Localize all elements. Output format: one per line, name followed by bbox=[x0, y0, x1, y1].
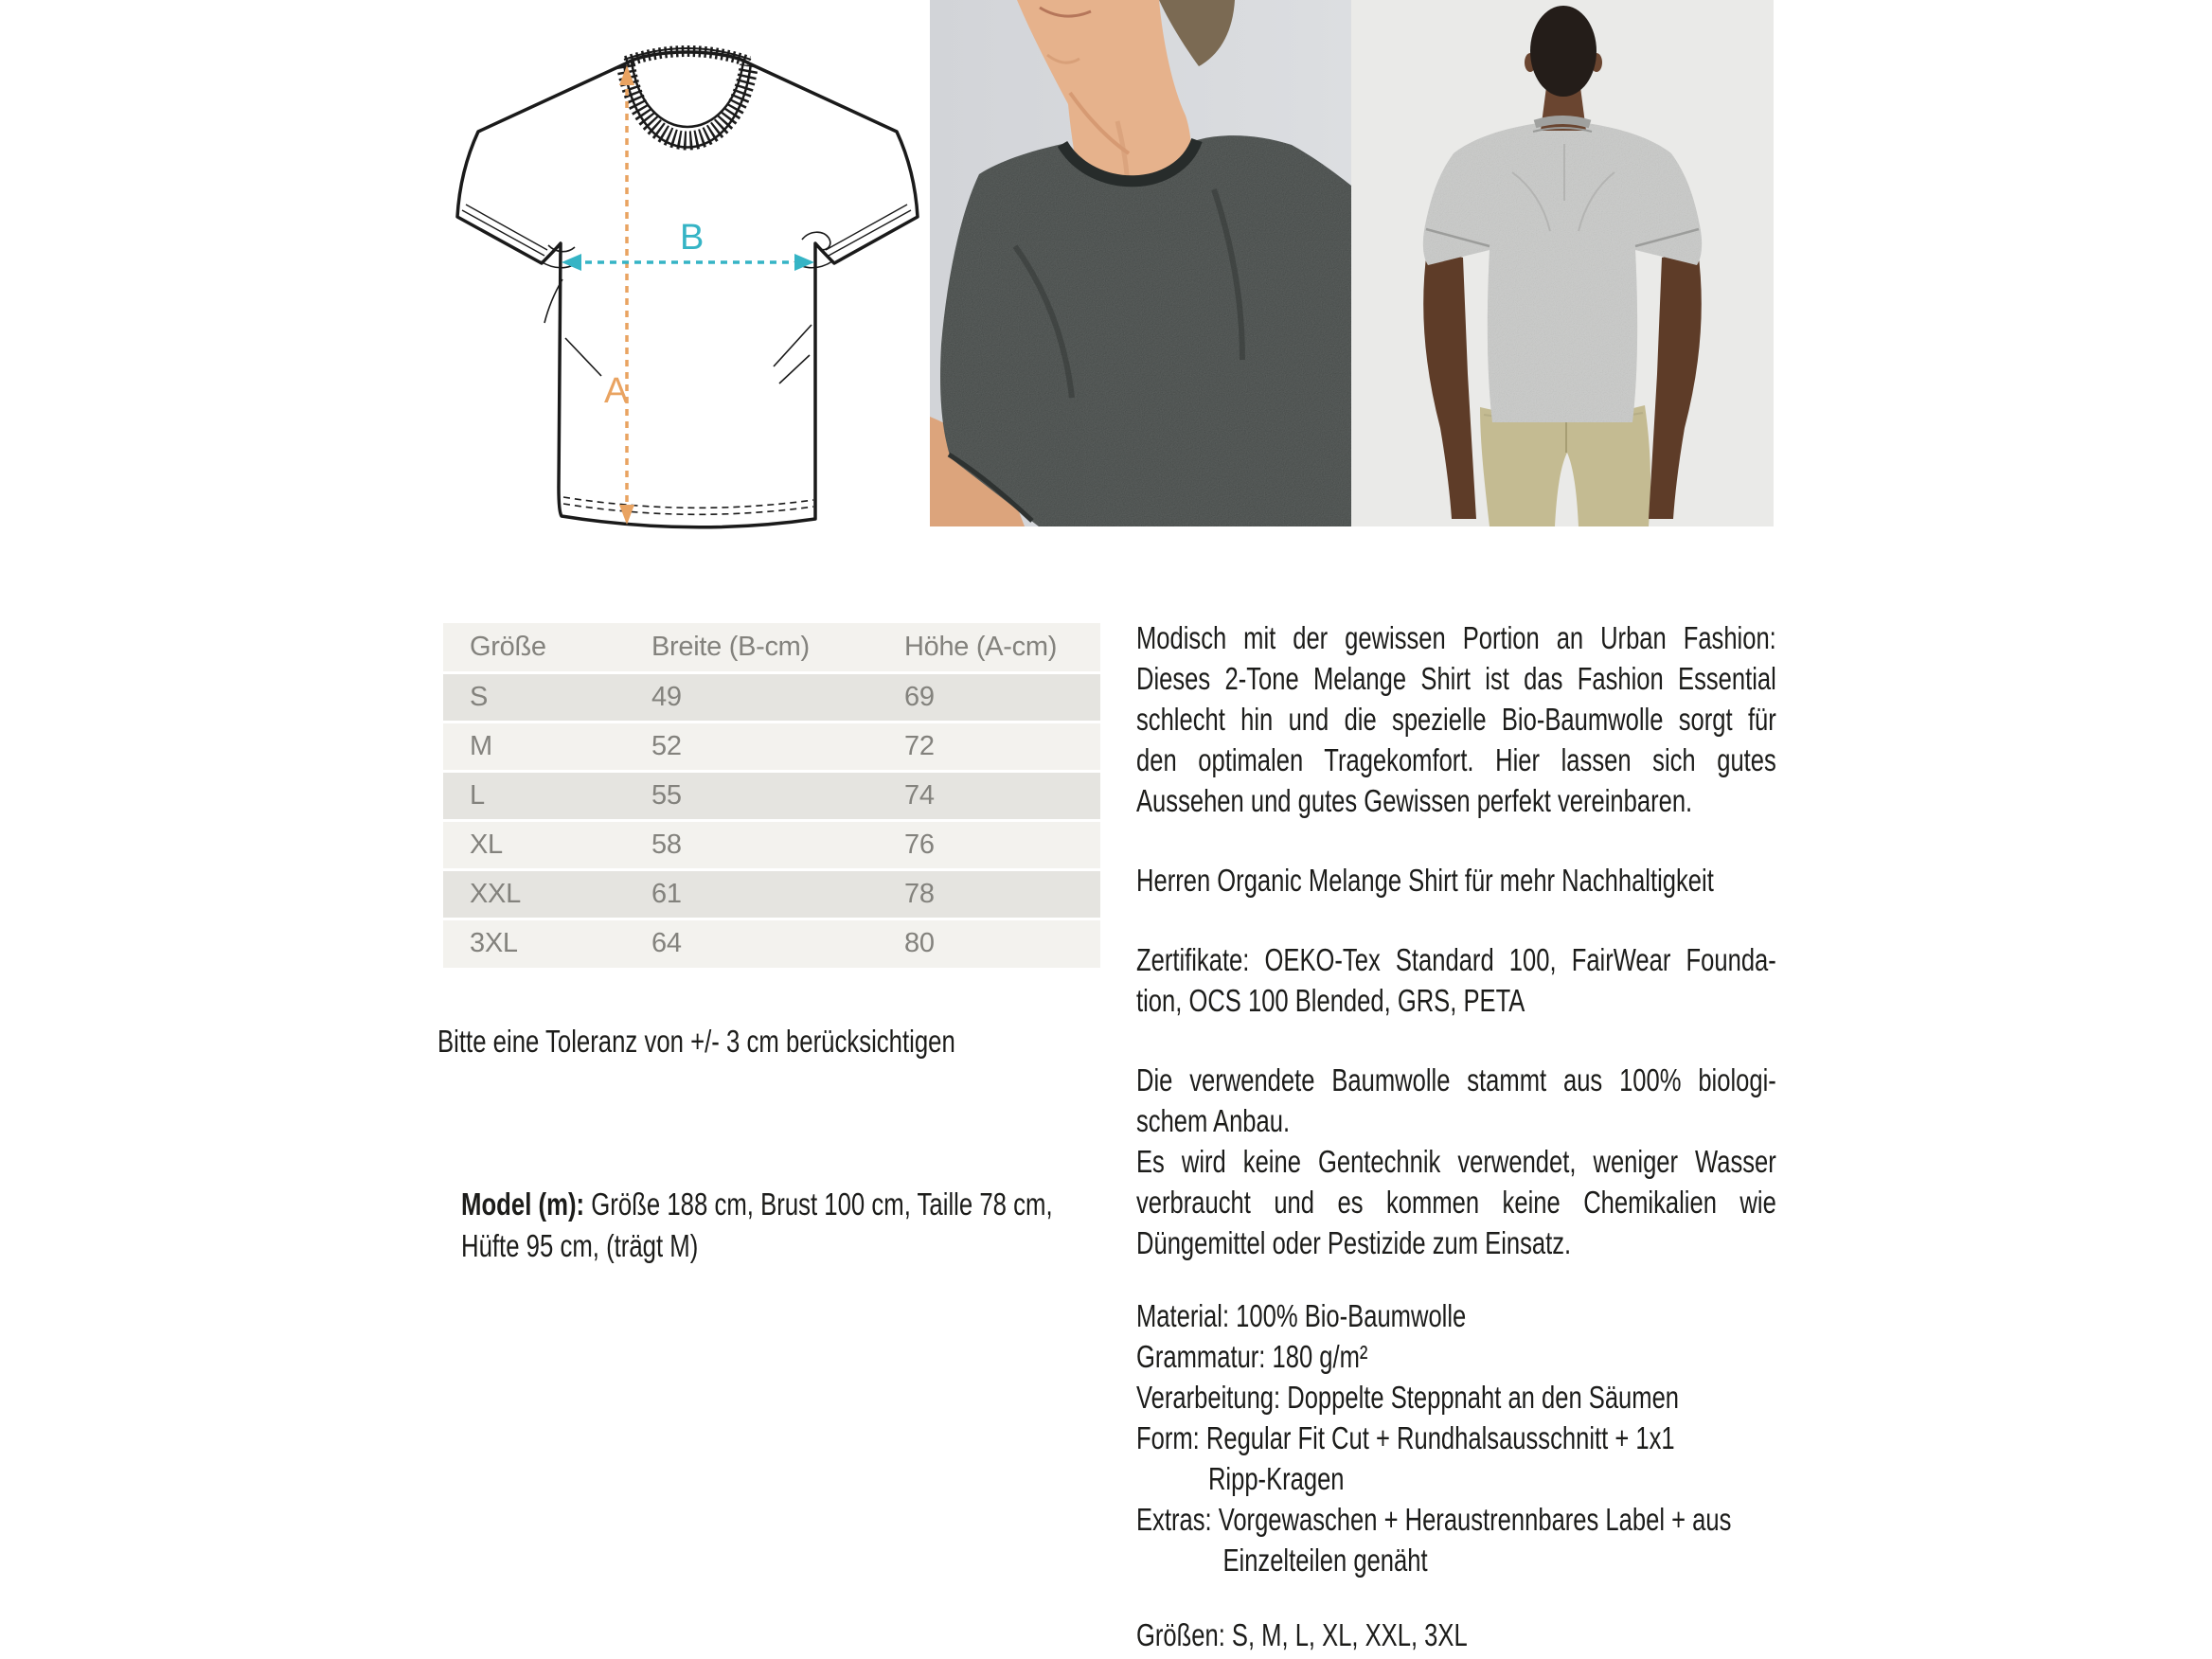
spec-line-form-cont: Ripp-Kragen bbox=[1207, 1461, 1345, 1496]
column-header-hoehe: Höhe (A-cm) bbox=[904, 631, 1058, 662]
table-row: M 52 72 bbox=[443, 722, 1100, 771]
label-a: A bbox=[604, 371, 629, 411]
description-paragraph-certificates bbox=[1136, 939, 1776, 1021]
description-line: Zertifikate: OEKO-Tex Standard 100, FairWear Founda- bbox=[1136, 942, 1776, 977]
spec-line-verarbeitung: Verarbeitung: Doppelte Steppnaht an den Säumen bbox=[1136, 1380, 1680, 1415]
description-line: tion, OCS 100 Blended, GRS, PETA bbox=[1136, 983, 1525, 1018]
size-table bbox=[443, 623, 1100, 968]
column-header-breite: Breite (B-cm) bbox=[651, 631, 810, 662]
description-paragraph-sustainability bbox=[1136, 860, 1776, 901]
description-line: schlecht hin und die spezielle Bio-Baumwolle sorgt für bbox=[1136, 702, 1776, 737]
sizes-line: Größen: S, M, L, XL, XXL, 3XL bbox=[1136, 1617, 1468, 1652]
column-header-groesse: Größe bbox=[470, 631, 546, 662]
size-table-header bbox=[443, 623, 1100, 672]
tolerance-note: Bitte eine Toleranz von +/- 3 cm berücksichtigen bbox=[437, 1024, 955, 1059]
model-info-label: Model (m): bbox=[461, 1186, 585, 1222]
description-line: Die verwendete Baumwolle stammt aus 100% biologi- bbox=[1136, 1062, 1776, 1097]
description-line: Herren Organic Melange Shirt für mehr Nachhaltigkeit bbox=[1136, 863, 1714, 898]
description-line: schem Anbau. bbox=[1136, 1103, 1291, 1138]
photo-back-model bbox=[1351, 0, 1774, 526]
model-info-line1: Größe 188 cm, Brust 100 cm, Taille 78 cm, bbox=[584, 1186, 1053, 1222]
description-paragraph-cotton bbox=[1136, 1060, 1776, 1263]
spec-line-grammatur: Grammatur: 180 g/m² bbox=[1136, 1339, 1368, 1374]
model-info bbox=[461, 1184, 1111, 1267]
description-paragraph-intro bbox=[1136, 617, 1776, 821]
description-line: Aussehen und gutes Gewissen perfekt vereinbaren. bbox=[1136, 783, 1693, 818]
label-b: B bbox=[680, 218, 705, 258]
table-row: L 55 74 bbox=[443, 771, 1100, 820]
product-description bbox=[1136, 617, 1776, 1655]
table-row: 3XL 64 80 bbox=[443, 919, 1100, 968]
spec-line-extras: Extras: Vorgewaschen + Heraustrennbares Label + aus bbox=[1136, 1502, 1732, 1537]
description-line: Modisch mit der gewissen Portion an Urban Fashion: bbox=[1136, 620, 1776, 655]
spec-line-material: Material: 100% Bio-Baumwolle bbox=[1136, 1298, 1467, 1333]
table-row: XL 58 76 bbox=[443, 820, 1100, 869]
sizes-line-block bbox=[1136, 1614, 1776, 1655]
table-row: XXL 61 78 bbox=[443, 869, 1100, 919]
specs-list bbox=[1136, 1295, 1776, 1580]
model-info-line2: Hüfte 95 cm, (trägt M) bbox=[461, 1228, 699, 1263]
description-line: Es wird keine Gentechnik verwendet, weniger Wasser bbox=[1136, 1144, 1776, 1179]
spec-line-extras-cont: Einzelteilen genäht bbox=[1222, 1543, 1428, 1578]
description-line: verbraucht und es kommen keine Chemikalien wie bbox=[1136, 1185, 1776, 1220]
model-hair bbox=[1530, 6, 1597, 97]
description-line: Düngemittel oder Pestizide zum Einsatz. bbox=[1136, 1225, 1572, 1260]
description-line: den optimalen Tragekomfort. Hier lassen sich gutes bbox=[1136, 742, 1776, 777]
tshirt-outline-icon bbox=[457, 48, 918, 527]
table-row: S 49 69 bbox=[443, 672, 1100, 722]
tshirt-measurement-diagram bbox=[450, 43, 923, 573]
spec-line-form: Form: Regular Fit Cut + Rundhalsausschnitt + 1x1 bbox=[1136, 1420, 1675, 1455]
description-line: Dieses 2-Tone Melange Shirt ist das Fashion Essential bbox=[1136, 661, 1776, 696]
photo-front-model bbox=[930, 0, 1351, 526]
